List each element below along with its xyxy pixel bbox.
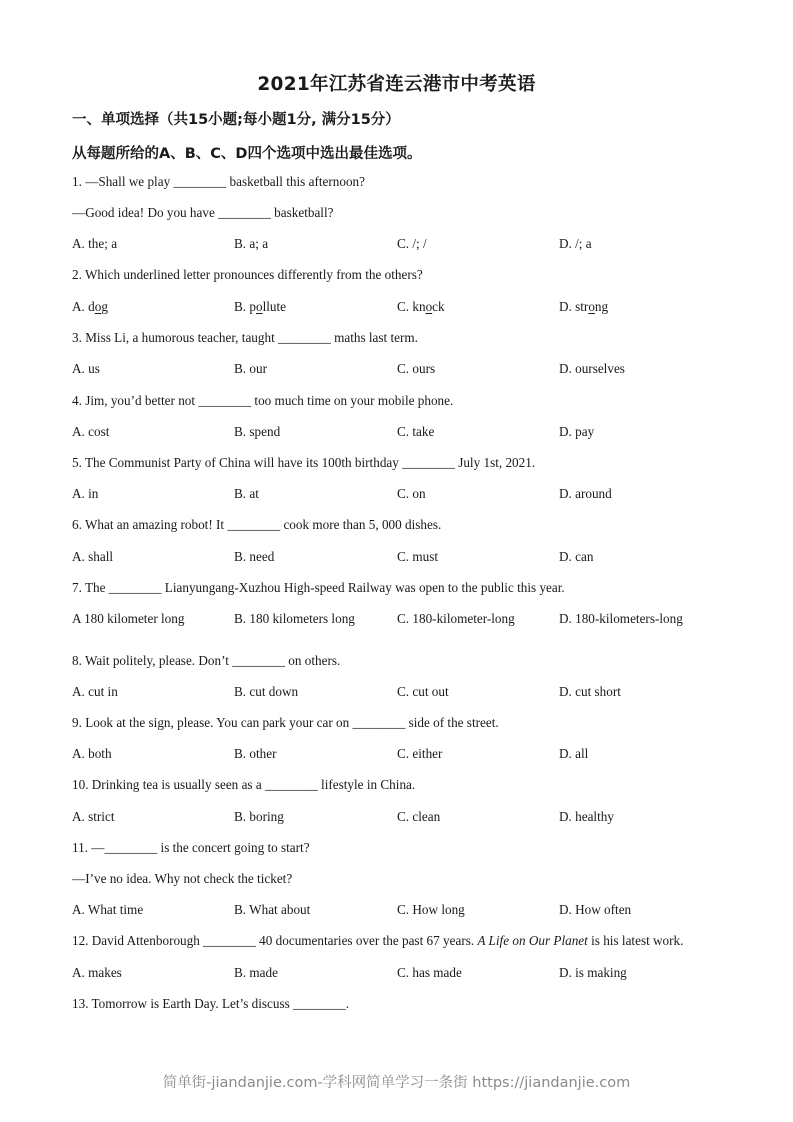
option-6-a: A. shall	[72, 549, 114, 564]
option-3-d: D. ourselves	[559, 361, 625, 376]
option-5-c: C. on	[397, 486, 426, 501]
option-12-a: A. makes	[72, 965, 122, 980]
page-title: 2021年江苏省连云港市中考英语	[257, 74, 536, 95]
question-13-stem: 13. Tomorrow is Earth Day. Let’s discuss ________.	[72, 996, 350, 1011]
option-8-c: C. cut out	[397, 684, 449, 699]
underlined-letter: o	[425, 299, 433, 314]
option-4-b: B. spend	[234, 424, 281, 439]
option-8-a: A. cut in	[72, 684, 118, 699]
question-8-stem: 8. Wait politely, please. Don’t ________ on others.	[72, 653, 341, 668]
option-5-a: A. in	[72, 486, 99, 501]
option-7-d: D. 180-kilometers-long	[559, 611, 683, 626]
option-1-c: C. /; /	[397, 236, 427, 251]
underlined-letter: o	[94, 299, 102, 314]
option-9-c: C. either	[397, 746, 443, 761]
option-9-b: B. other	[234, 746, 277, 761]
option-5-b: B. at	[234, 486, 259, 501]
option-6-d: D. can	[559, 549, 594, 564]
question-10-stem: 10. Drinking tea is usually seen as a ________ lifestyle in China.	[72, 777, 416, 792]
underlined-letter: o	[255, 299, 263, 314]
instruction: 从每题所给的A、B、C、D四个选项中选出最佳选项。	[72, 146, 422, 162]
option-1-b: B. a; a	[234, 236, 269, 251]
option-2-b: B. pollute	[234, 299, 287, 314]
option-2-a: A. dog	[72, 299, 108, 314]
option-8-b: B. cut down	[234, 684, 299, 699]
option-12-d: D. is making	[559, 965, 627, 980]
option-10-b: B. boring	[234, 809, 284, 824]
option-2-c: C. knock	[397, 299, 445, 314]
question-9-stem: 9. Look at the sign, please. You can park your car on ________ side of the street.	[72, 715, 499, 730]
section-heading: 一、单项选择（共15小题;每小题1分, 满分15分）	[72, 112, 400, 128]
question-11-stem-2: —I’ve no idea. Why not check the ticket?	[72, 871, 293, 886]
option-11-a: A. What time	[72, 902, 144, 917]
option-4-a: A. cost	[72, 424, 110, 439]
question-2-stem: 2. Which underlined letter pronounces differently from the others?	[72, 267, 423, 282]
option-8-d: D. cut short	[559, 684, 621, 699]
option-4-d: D. pay	[559, 424, 595, 439]
option-10-d: D. healthy	[559, 809, 614, 824]
option-11-d: D. How often	[559, 902, 632, 917]
option-9-d: D. all	[559, 746, 589, 761]
option-12-b: B. made	[234, 965, 278, 980]
documentary-title: A Life on Our Planet	[477, 933, 588, 948]
option-9-a: A. both	[72, 746, 112, 761]
footer-watermark: 简单街-jiandanjie.com-学科网简单学习一条街 https://jiandanjie.com	[162, 1075, 631, 1091]
option-3-b: B. our	[234, 361, 267, 376]
question-1-stem-2: —Good idea! Do you have ________ basketball?	[72, 205, 334, 220]
option-1-d: D. /; a	[559, 236, 592, 251]
option-5-d: D. around	[559, 486, 612, 501]
option-12-c: C. has made	[397, 965, 462, 980]
question-12-stem: 12. David Attenborough ________ 40 documentaries over the past 67 years. A Life on Our Planet is his latest work.	[72, 933, 684, 948]
option-4-c: C. take	[397, 424, 435, 439]
option-6-c: C. must	[397, 549, 439, 564]
question-6-stem: 6. What an amazing robot! It ________ cook more than 5, 000 dishes.	[72, 517, 442, 532]
option-3-c: C. ours	[397, 361, 436, 376]
question-5-stem: 5. The Communist Party of China will have its 100th birthday ________ July 1st, 2021.	[72, 455, 536, 470]
option-10-a: A. strict	[72, 809, 115, 824]
question-11-stem: 11. —________ is the concert going to start?	[72, 840, 310, 855]
option-11-c: C. How long	[397, 902, 465, 917]
option-3-a: A. us	[72, 361, 100, 376]
question-7-stem: 7. The ________ Lianyungang-Xuzhou High-speed Railway was open to the public this year.	[72, 580, 565, 595]
option-1-a: A. the; a	[72, 236, 118, 251]
question-3-stem: 3. Miss Li, a humorous teacher, taught ________ maths last term.	[72, 330, 418, 345]
question-1-stem: 1. —Shall we play ________ basketball this afternoon?	[72, 174, 365, 189]
option-10-c: C. clean	[397, 809, 441, 824]
option-7-b: B. 180 kilometers long	[234, 611, 355, 626]
option-2-d: D. strong	[559, 299, 609, 314]
option-7-c: C. 180-kilometer-long	[397, 611, 515, 626]
option-6-b: B. need	[234, 549, 275, 564]
question-4-stem: 4. Jim, you’d better not ________ too much time on your mobile phone.	[72, 393, 454, 408]
option-7-a: A 180 kilometer long	[72, 611, 185, 626]
underlined-letter: o	[588, 299, 595, 314]
option-11-b: B. What about	[234, 902, 311, 917]
